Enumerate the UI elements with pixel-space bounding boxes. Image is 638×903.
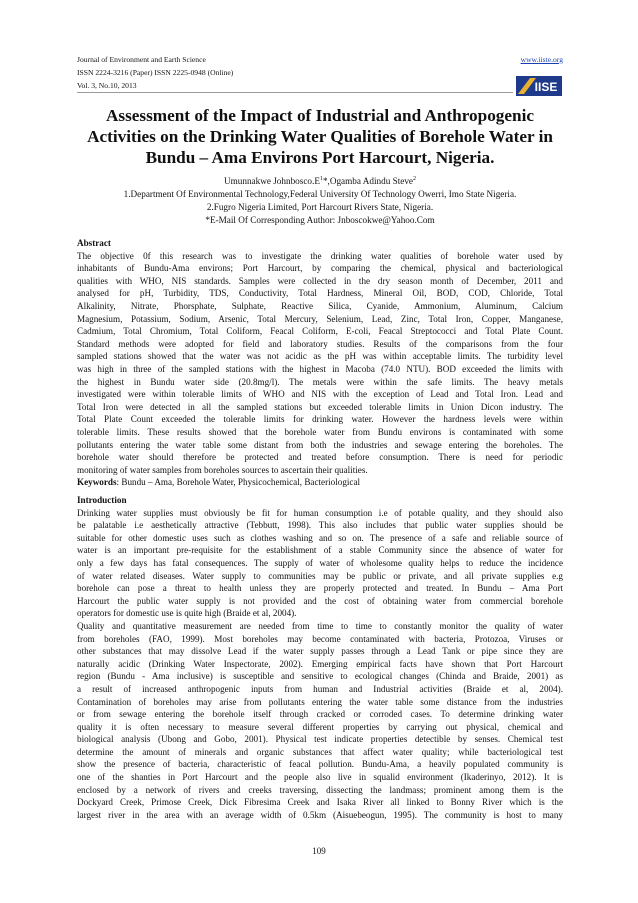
abstract-line: Total Iron were detected in all the sampled stations but exceeded tolerable limits in Union Dicon industry. The: [77, 401, 563, 412]
author-names: Umunnakwe $Johnbosco.E^1*,Ogamba$ Adindu Steve$^2$: [223, 176, 417, 186]
abstract-line: inhabitants of Bundu-Ama environs; Port Harcourt, by comparing the chemical, physical and bacteriological: [77, 263, 563, 274]
abstract-line: borehole water should therefore be protected and treated before consumption. There is need for periodic: [77, 452, 563, 463]
abstract-line: The objective 0f this research was to investigate the drinking water qualities of borehole water used by: [77, 250, 563, 261]
abstract-line: Magnesium, Potassium, Sodium, Arsenic, Total Mercury, Selenium, Lead, Zinc, Total Iron, Copper, Manganese,: [77, 313, 563, 324]
intro-line: quality it is often necessary to measure several different properties by carrying out physical, chemical and: [77, 721, 563, 732]
intro-line: enclosed by a network of rivers and creeks traversing, dissecting the landmass; prominent among them is the: [77, 784, 563, 795]
title-line: Bundu – Ama Environs Port Harcourt, Nigeria.: [145, 148, 495, 167]
intro-line: Dockyard Creek, Primose Creek, Dick Fibresima Creek and Isaka River all linked to Bonny River which is the: [77, 797, 563, 808]
abstract-line: investigated were within tolerable limits of WHO and NIS with the exception of Lead and Total Iron. Lead and: [77, 389, 563, 400]
intro-line: Drinking water supplies must obviously be fit for human consumption i.e of potable quality, and they should also: [77, 507, 563, 518]
iiste-logo: [516, 76, 562, 96]
introduction-section: [77, 494, 563, 821]
intro-line: borehole can pose a threat to health unless they are properly protected and treated. In Bundu – Ama Port: [77, 583, 563, 594]
title-line: Activities on the Drinking Water Qualities of Borehole Water in: [87, 127, 553, 146]
svg-text:IISE: IISE: [534, 80, 558, 94]
intro-line: naturally acidic (Drinking Water Inspectorate, 2002). Emerging empirical facts have shown that Port Harcourt: [77, 658, 563, 669]
abstract-line: qualities with WHO, NIS standards. Samples were collected in the dry season month of December, 2011 and: [77, 275, 563, 286]
intro-line: Harcourt the public water supply is not provided and the cost of obtaining water from commercial borehole: [77, 595, 563, 606]
journal-issn: ISSN 2224-3216 (Paper) ISSN 2225-0948 (Online): [77, 68, 234, 77]
journal-header: [77, 53, 563, 92]
abstract-section: [77, 237, 563, 489]
intro-line: Contamination of boreholes may arise from pollutants entering the water table some distance from the industries: [77, 696, 563, 707]
keywords-line: [77, 476, 563, 489]
title-line: Assessment of the Impact of Industrial and Anthropogenic: [106, 106, 534, 125]
intro-line: of water related diseases. Water supply to communities may be public or private, and all private supplies e.g: [77, 570, 563, 581]
abstract-line: sampled stations showed that the water was not acidic as the pH was within acceptable limits. The turbidity level: [77, 351, 563, 362]
journal-name: Journal of Environment and Earth Science: [77, 55, 206, 64]
corresponding-email: *E-Mail Of Corresponding Author: Jnboscokwe@Yahoo.Com: [205, 215, 435, 225]
abstract-heading: Abstract: [77, 238, 111, 248]
intro-line: suitable for other domestic uses such as clothes washing and so on. The presence of a safe and reliable source of: [77, 532, 563, 543]
abstract-line: Standard methods were adopted for field and laboratory studies. Results of the comparisons from the four: [77, 338, 563, 349]
intro-line: show the presence of bacteria, characteristic of feacal pollution. Bundu-Ama, a heavily populated community is: [77, 759, 563, 770]
affiliation-2: 2.Fugro Nigeria Limited, Port Harcourt Rivers State, Nigeria.: [206, 202, 434, 212]
abstract-line: monitoring of water samples from boreholes sources to ascertain their qualities.: [77, 464, 368, 475]
abstract-line: was high in three of the sampled stations with the highest in Macoba (74.0 NTU). BOD exceeded the limits with: [77, 363, 563, 374]
intro-line: only a few days has fatal consequences. The supply of water of wholesome quality helps to reduce the incidence: [77, 557, 563, 568]
page-number: 109: [312, 846, 326, 856]
intro-line: from boreholes (FAO, 1999). Most boreholes may become contaminated with bacteria, Protozoa, Viruses or: [77, 633, 563, 644]
intro-line: be palatable i.e aesthetically attractive (Tebbutt, 1998). This also includes that public water supplies should be: [77, 520, 563, 531]
abstract-line: Total Plate Count exceeded the tolerable limits for drinking water. However the hardness levels were within: [77, 414, 563, 425]
author-block: [77, 175, 563, 227]
intro-line: largest river in the area with an average width of 0.5km (Aisuebeogun, 1995). The community is host to many: [77, 809, 563, 820]
intro-line: operators for domestic use is quite high (Braide et al, 2004).: [77, 608, 297, 619]
intro-line: water is an important pre-requisite for the establishment of a stable Community since the absence of water for: [77, 545, 563, 556]
abstract-line: Cadmium, Total Chromium, Total Coliform, Feacal Coliform, E-coli, Feacal Streptococci and Total Plate Count.: [77, 326, 563, 337]
keywords-text: : Bundu – Ama, Borehole Water, Physicochemical, Bacteriological: [116, 477, 361, 488]
affiliation-1: 1.Department Of Environmental Technology,Federal University Of Technology Owerri, Imo State Nigeria.: [123, 189, 517, 199]
intro-line: biological analysis (Ubong and Gobo, 2001). Physical test indicate properties detectible by senses. Chemical test: [77, 734, 563, 745]
abstract-line: the highest in Bundu water side (20.8mg/l). The metals were within the safe limits. The heavy metals: [77, 376, 563, 387]
abstract-line: analysed for pH, Turbidity, TDS, Conductivity, Total Hardness, Mineral Oil, BOD, COD, Chloride, Total: [77, 288, 563, 299]
paper-title: [74, 105, 566, 168]
intro-line: region (Bundu - Ama inclusive) is susceptible and sensitive to ecological changes (Chinda and Braide, 2001) as: [77, 671, 563, 682]
journal-volume: Vol. 3, No.10, 2013: [77, 81, 137, 90]
introduction-heading: Introduction: [77, 495, 127, 505]
intro-line: Quality and quantitative measurement are needed from time to time to constantly monitor the quality of water: [77, 620, 563, 631]
intro-line: or from sewage entering the borehole itself through cracked or corroded cases. To determine drinking water: [77, 709, 563, 720]
header-divider: [77, 92, 513, 93]
journal-url-link[interactable]: www.iiste.org: [520, 55, 563, 64]
abstract-line: tolerable limits. These results showed that the borehole water from Bundu environs is contaminated with some: [77, 426, 563, 437]
intro-line: one of the shanties in Port Harcourt and the people also live in squalid environment (Ikaderinyo, 2012). It is: [77, 772, 563, 783]
intro-line: determine the amount of minerals and organic substances that affect water quality; while bacteriological test: [77, 746, 563, 757]
intro-line: other substances that may dissolve Lead if the water supply passes through a Lead Tank or pipe since they are: [77, 646, 563, 657]
intro-line: a result of increased anthropogenic inputs from human and Industrial activities (Braide et al, 2004).: [77, 683, 563, 694]
keywords-label: Keywords: [77, 477, 117, 488]
abstract-line: Alkalinity, Nitrate, Phorsphate, Sulphate, Reactive Silica, Cyanide, Ammonium, Aluminum, Calcium: [77, 300, 563, 311]
abstract-line: pollutants entering the water table some distant from both the industries and sewage entering the boreholes. The: [77, 439, 563, 450]
